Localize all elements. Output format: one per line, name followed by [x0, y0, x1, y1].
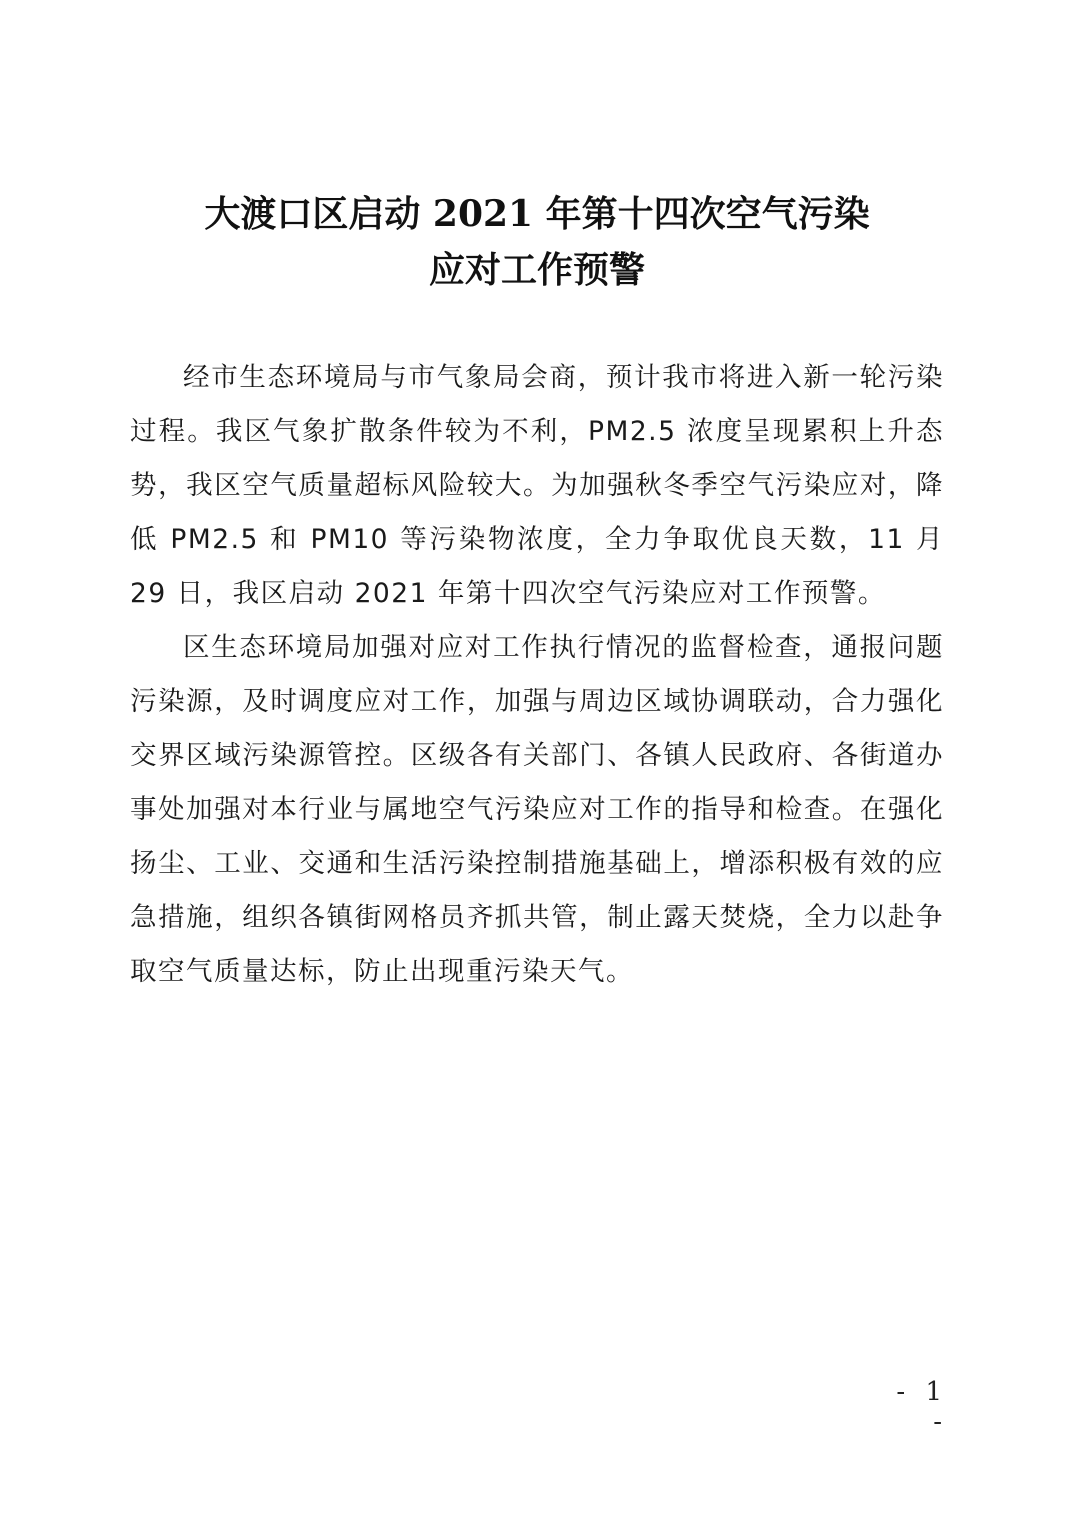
- title-line-1: 大渡口区启动 2021 年第十四次空气污染: [204, 193, 870, 235]
- paragraph-2: 区生态环境局加强对应对工作执行情况的监督检查，通报问题污染源，及时调度应对工作，加强与周边区域协调联动，合力强化交界区域污染源管控。区级各有关部门、各镇人民政府、各街道办事处加强对本行业与属地空气污染应对工作的指导和检查。在强化扬尘、工业、交通和生活污染控制措施基础上，增添积极有效的应急措施，组织各镇街网格员齐抓共管，制止露天焚烧，全力以赴争取空气质量达标，防止出现重污染天气。: [130, 632, 944, 987]
- title-line-2: 应对工作预警: [428, 249, 645, 291]
- document-body: [130, 351, 944, 999]
- page-number: - 1 -: [896, 1377, 948, 1437]
- paragraph-1: 经市生态环境局与市气象局会商，预计我市将进入新一轮污染过程。我区气象扩散条件较为不利，PM2.5 浓度呈现累积上升态势，我区空气质量超标风险较大。为加强秋冬季空气污染应对，降低 PM2.5 和 PM10 等污染物浓度，全力争取优良天数，11 月 29 日，我区启动 2021 年第十四次空气污染应对工作预警。: [130, 362, 944, 609]
- document-title: [130, 186, 944, 298]
